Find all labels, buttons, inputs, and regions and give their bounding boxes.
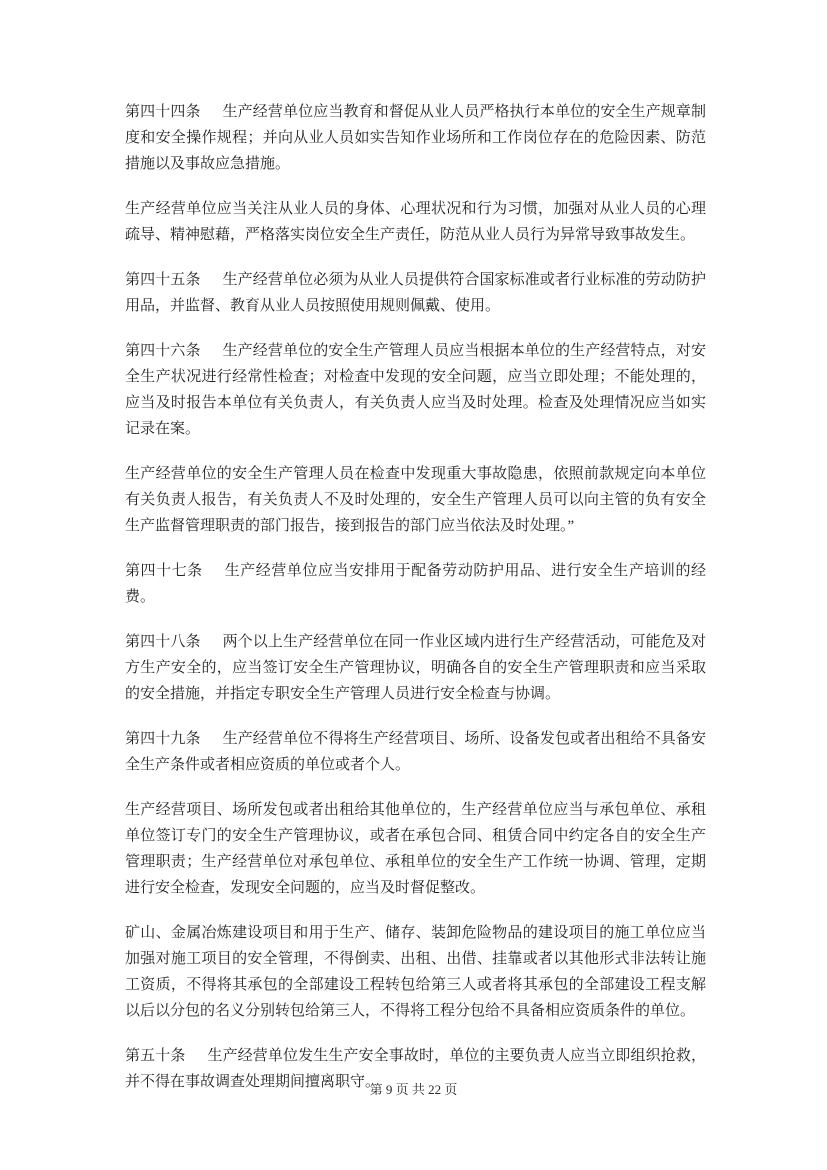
article-text: 生产经营单位的安全生产管理人员应当根据本单位的生产经营特点，对安全生产状况进行经常性检查；对检查中发现的安全问题，应当立即处理；不能处理的，应当及时报告本单位有关负责人，有关负责人应当及时处理。检查及处理情况应当如实记录在案。 bbox=[125, 343, 706, 437]
article-text: 生产经营单位应当安排用于配备劳动防护用品、进行安全生产培训的经费。 bbox=[125, 563, 706, 605]
article-number: 第五十条 bbox=[125, 1048, 186, 1064]
article-text: 生产经营单位的安全生产管理人员在检查中发现重大事故隐患，依照前款规定向本单位有关负责人报告，有关负责人不及时处理的，安全生产管理人员可以向主管的负有安全生产监督管理职责的部门报告，接到报告的部门应当依法及时处理。” bbox=[125, 466, 706, 534]
article-number: 第四十五条 bbox=[125, 272, 201, 288]
paragraph-article-49 bbox=[125, 726, 706, 778]
paragraph bbox=[125, 461, 706, 539]
paragraph-article-47 bbox=[125, 558, 706, 610]
article-text: 生产经营单位必须为从业人员提供符合国家标准或者行业标准的劳动防护用品，并监督、教育从业人员按照使用规则佩戴、使用。 bbox=[125, 272, 706, 314]
page-footer bbox=[0, 1080, 827, 1100]
paragraph-article-48 bbox=[125, 629, 706, 707]
paragraph bbox=[125, 797, 706, 901]
article-text: 生产经营项目、场所发包或者出租给其他单位的，生产经营单位应当与承包单位、承租单位签订专门的安全生产管理协议，或者在承包合同、租赁合同中约定各自的安全生产管理职责；生产经营单位对承包单位、承租单位的安全生产工作统一协调、管理，定期进行安全检查，发现安全问题的，应当及时督促整改。 bbox=[125, 802, 706, 896]
article-text: 生产经营单位不得将生产经营项目、场所、设备发包或者出租给不具备安全生产条件或者相应资质的单位或者个人。 bbox=[125, 731, 706, 773]
article-number: 第四十七条 bbox=[125, 563, 203, 579]
paragraph-article-45 bbox=[125, 267, 706, 319]
article-number: 第四十六条 bbox=[125, 343, 201, 359]
article-text: 生产经营单位应当教育和督促从业人员严格执行本单位的安全生产规章制度和安全操作规程；并向从业人员如实告知作业场所和工作岗位存在的危险因素、防范措施以及事故应急措施。 bbox=[125, 104, 706, 172]
paragraph-article-44 bbox=[125, 99, 706, 177]
article-text: 生产经营单位应当关注从业人员的身体、心理状况和行为习惯，加强对从业人员的心理疏导、精神慰藉，严格落实岗位安全生产责任，防范从业人员行为异常导致事故发生。 bbox=[125, 201, 706, 243]
article-text: 生产经营单位发生生产安全事故时，单位的主要负责人应当立即组织抢救，并不得在事故调查处理期间擅离职守。 bbox=[125, 1048, 706, 1090]
article-number: 第四十九条 bbox=[125, 731, 201, 747]
article-number: 第四十四条 bbox=[125, 104, 201, 120]
page-number-text: 第 9 页 共 22 页 bbox=[369, 1082, 458, 1097]
page-content bbox=[125, 99, 706, 1114]
paragraph bbox=[125, 196, 706, 248]
article-text: 矿山、金属冶炼建设项目和用于生产、储存、装卸危险物品的建设项目的施工单位应当加强对施工项目的安全管理，不得倒卖、出租、出借、挂靠或者以其他形式非法转让施工资质，不得将其承包的全部建设工程转包给第三人或者将其承包的全部建设工程支解以后以分包的名义分别转包给第三人，不得将工程分包给不具备相应资质条件的单位。 bbox=[125, 925, 706, 1019]
article-number: 第四十八条 bbox=[125, 634, 201, 650]
paragraph-article-46 bbox=[125, 338, 706, 442]
article-text: 两个以上生产经营单位在同一作业区域内进行生产经营活动，可能危及对方生产安全的，应当签订安全生产管理协议，明确各自的安全生产管理职责和应当采取的安全措施，并指定专职安全生产管理人员进行安全检查与协调。 bbox=[125, 634, 706, 702]
paragraph bbox=[125, 920, 706, 1024]
